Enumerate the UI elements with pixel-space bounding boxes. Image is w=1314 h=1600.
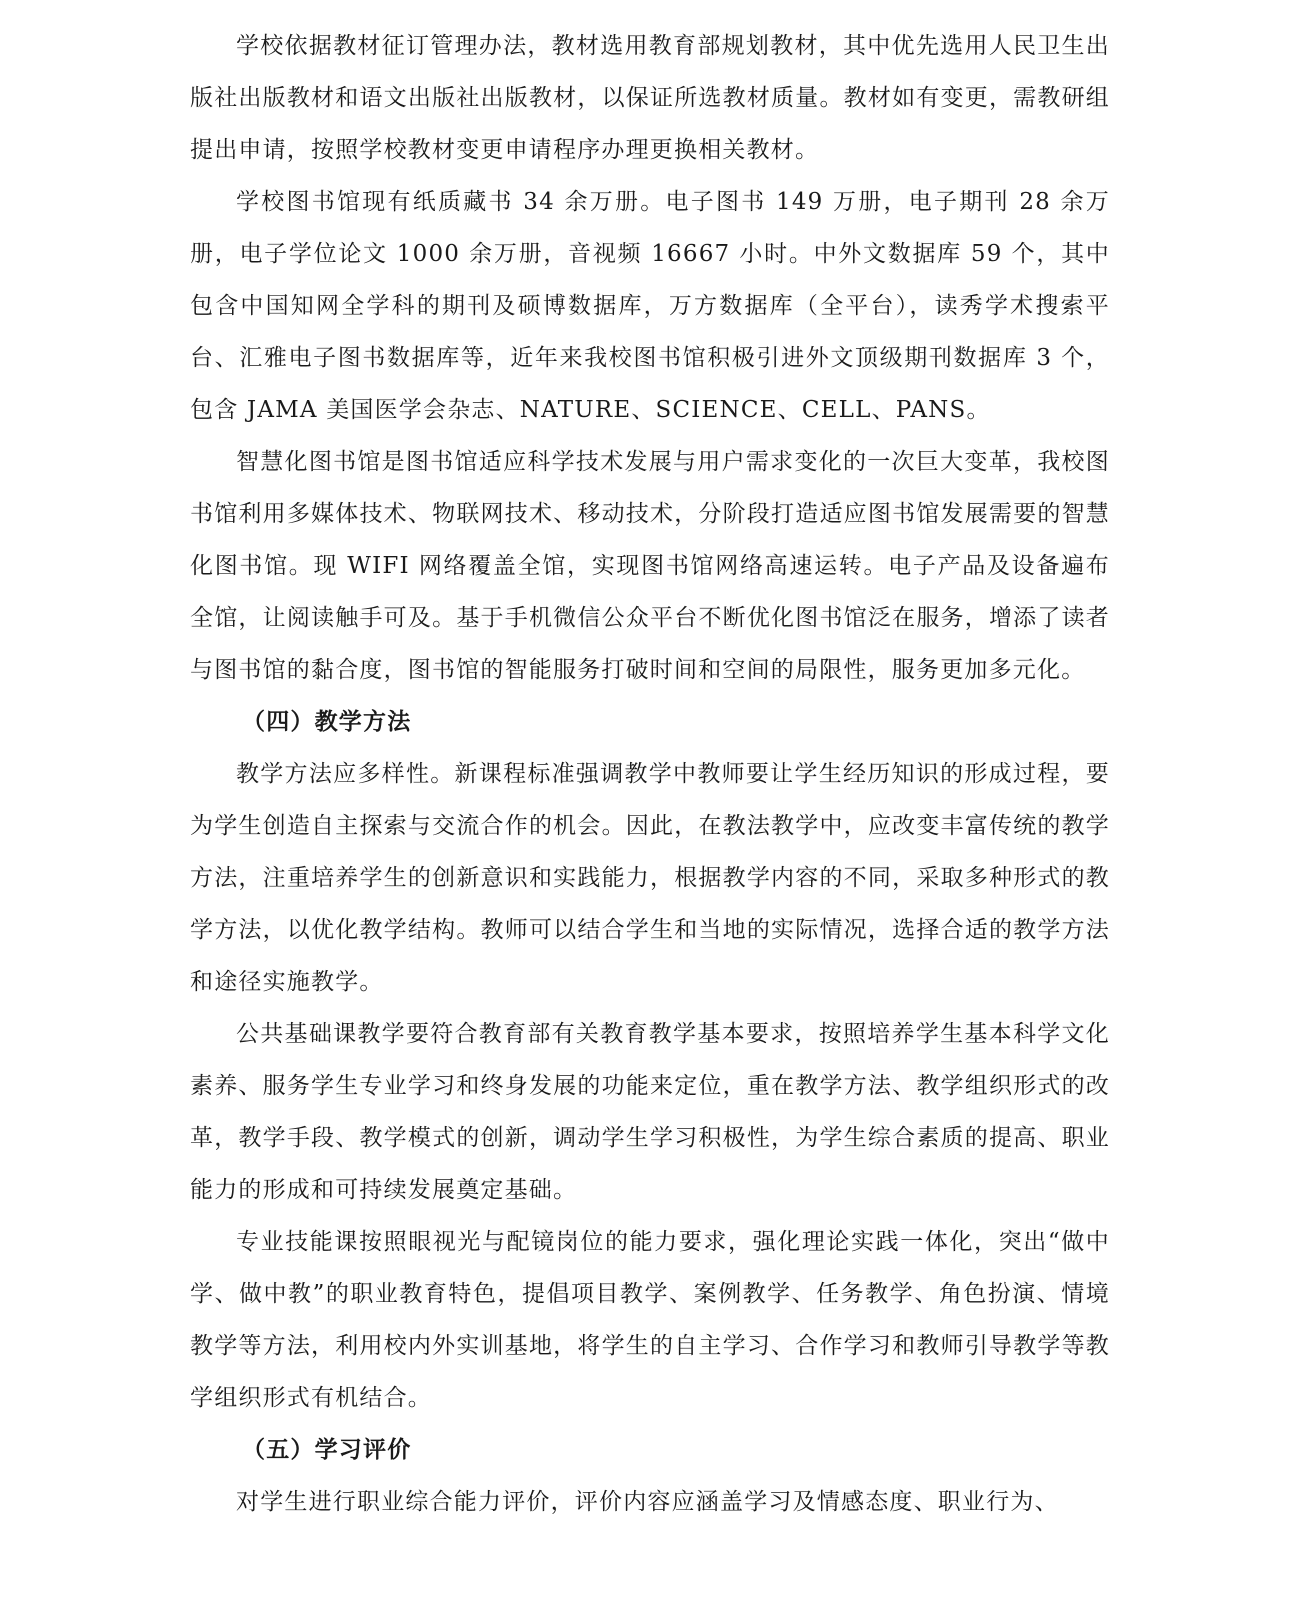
section-heading-teaching-methods: （四）教学方法	[242, 708, 412, 735]
paragraph-smart-library: 智慧化图书馆是图书馆适应科学技术发展与用户需求变化的一次巨大变革，我校图书馆利用多媒体技术、物联网技术、移动技术，分阶段打造适应图书馆发展需要的智慧化图书馆。现 WIFI 网络覆盖全馆，实现图书馆网络高速运转。电子产品及设备遍布全馆，让阅读触手可及。基于手机微信公众平台不断优化图书馆泛在服务，增添了读者与图书馆的黏合度，图书馆的智能服务打破时间和空间的局限性，服务更加多元化。	[190, 449, 1110, 683]
document-body	[190, 20, 1110, 1528]
paragraph-textbooks: 学校依据教材征订管理办法，教材选用教育部规划教材，其中优先选用人民卫生出版社出版教材和语文出版社出版教材，以保证所选教材质量。教材如有变更，需教研组提出申请，按照学校教材变更申请程序办理更换相关教材。	[190, 33, 1110, 163]
paragraph-professional-skills: 专业技能课按照眼视光与配镜岗位的能力要求，强化理论实践一体化，突出“做中学、做中教”的职业教育特色，提倡项目教学、案例教学、任务教学、角色扮演、情境教学等方法，利用校内外实训基地，将学生的自主学习、合作学习和教师引导教学等教学组织形式有机结合。	[190, 1229, 1110, 1411]
paragraph-teaching-methods: 教学方法应多样性。新课程标准强调教学中教师要让学生经历知识的形成过程，要为学生创造自主探索与交流合作的机会。因此，在教法教学中，应改变丰富传统的教学方法，注重培养学生的创新意识和实践能力，根据教学内容的不同，采取多种形式的教学方法，以优化教学结构。教师可以结合学生和当地的实际情况，选择合适的教学方法和途径实施教学。	[190, 761, 1110, 995]
paragraph-public-basic-courses: 公共基础课教学要符合教育部有关教育教学基本要求，按照培养学生基本科学文化素养、服务学生专业学习和终身发展的功能来定位，重在教学方法、教学组织形式的改革，教学手段、教学模式的创新，调动学生学习积极性，为学生综合素质的提高、职业能力的形成和可持续发展奠定基础。	[190, 1021, 1110, 1203]
paragraph-learning-evaluation: 对学生进行职业综合能力评价，评价内容应涵盖学习及情感态度、职业行为、	[236, 1489, 1059, 1515]
section-heading-learning-evaluation: （五）学习评价	[242, 1436, 412, 1463]
paragraph-library-collection: 学校图书馆现有纸质藏书 34 余万册。电子图书 149 万册，电子期刊 28 余万册，电子学位论文 1000 余万册，音视频 16667 小时。中外文数据库 59 个，其中包含中国知网全学科的期刊及硕博数据库，万方数据库（全平台），读秀学术搜索平台、汇雅电子图书数据库等，近年来我校图书馆积极引进外文顶级期刊数据库 3 个，包含 JAMA 美国医学会杂志、NATURE、SCIENCE、CELL、PANS。	[190, 189, 1110, 423]
